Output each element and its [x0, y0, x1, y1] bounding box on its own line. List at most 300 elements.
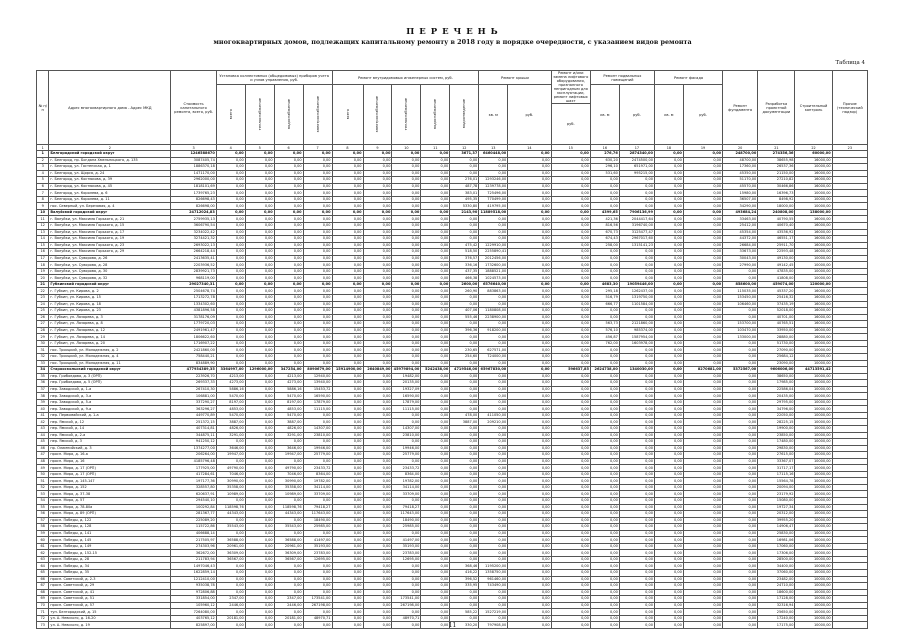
- row-value: 267410,30: [171, 386, 216, 393]
- row-value: 1101584,00: [619, 301, 654, 308]
- row-value: 27210,82: [758, 177, 795, 184]
- row-value: 0,00: [551, 236, 590, 243]
- row-address: пер. Ямской, д. 12: [49, 419, 171, 426]
- row-value: 0,00: [479, 524, 508, 531]
- row-value: 206264,00: [171, 452, 216, 459]
- row-value: 0,00: [216, 275, 245, 282]
- row-value: 0,00: [551, 314, 590, 321]
- row-number: 32: [37, 353, 49, 360]
- row-value: 0,00: [723, 406, 758, 413]
- row-value: 0,00: [245, 229, 274, 236]
- row-value: 41497,00: [303, 537, 332, 544]
- row-value: 0,00: [245, 347, 274, 354]
- row-value: 0,00: [392, 203, 421, 210]
- row-value: 0,00: [590, 530, 619, 537]
- row-value: 33673,00: [723, 249, 758, 256]
- row-value: 16590,00: [392, 393, 421, 400]
- row-value: 7046,00: [274, 471, 303, 478]
- row-value: 0,00: [450, 386, 479, 393]
- row-value: 0,00: [654, 524, 683, 531]
- row-value: 0,00: [654, 334, 683, 341]
- row-value: 0,00: [508, 209, 551, 216]
- row-value: 0,00: [619, 196, 654, 203]
- row-value: 1374277,00: [171, 445, 216, 452]
- column-number: 14: [508, 145, 551, 151]
- row-value: 0,00: [619, 622, 654, 629]
- row-number: 44: [37, 432, 49, 439]
- row-address: просп. Победы, д. 35: [49, 570, 171, 577]
- row-value: 1229910,00: [479, 242, 508, 249]
- row-value: 0,00: [363, 602, 392, 609]
- row-value: 0,00: [363, 583, 392, 590]
- row-value: 0,00: [508, 236, 551, 243]
- row-value: 13940,00: [303, 380, 332, 387]
- row-value: 0,00: [683, 425, 722, 432]
- row-value: 1603978,00: [619, 340, 654, 347]
- row-value: 0,00: [332, 170, 363, 177]
- row-value: 10000,00: [795, 570, 832, 577]
- row-value: 0,00: [590, 314, 619, 321]
- row-value: 25779,00: [392, 452, 421, 459]
- row-value: 0,00: [421, 275, 450, 282]
- row-value: 0,00: [392, 583, 421, 590]
- row-value: 0,00: [508, 439, 551, 446]
- row-value: 0,00: [216, 164, 245, 171]
- row-value: 0,00: [274, 255, 303, 262]
- row-number: 17: [37, 255, 49, 262]
- row-value: 24710,00: [758, 583, 795, 590]
- row-value: 0,00: [590, 491, 619, 498]
- row-value: 0,00: [421, 484, 450, 491]
- row-value: 0,00: [332, 321, 363, 328]
- row-value: 0,00: [332, 393, 363, 400]
- row-value: 0,00: [216, 301, 245, 308]
- row-value: 21150,00: [758, 170, 795, 177]
- row-value: 45350,00: [723, 170, 758, 177]
- row-number: 39: [37, 399, 49, 406]
- row-value: 0,00: [450, 452, 479, 459]
- row-value: 0,00: [590, 373, 619, 380]
- row-value: 0,00: [274, 563, 303, 570]
- row-value: 0,00: [421, 308, 450, 315]
- row-value: 0,00: [654, 177, 683, 184]
- row-value: 48970,71: [392, 615, 421, 622]
- row-value: 0,00: [654, 183, 683, 190]
- row-value: 16000,00: [795, 170, 832, 177]
- row-value: 396,52: [450, 576, 479, 583]
- row-value: 0,00: [654, 236, 683, 243]
- row-value: 0,00: [508, 327, 551, 334]
- row-value: 10000,00: [795, 458, 832, 465]
- row-value: 0,00: [551, 530, 590, 537]
- row-value: 0,00: [619, 615, 654, 622]
- row-value: 596637,85: [551, 367, 590, 374]
- row-value: 0,00: [392, 563, 421, 570]
- row-value: 0,00: [508, 478, 551, 485]
- row-value: 16000,00: [795, 183, 832, 190]
- row-value: 0,00: [303, 157, 332, 164]
- row-value: 368,46: [450, 563, 479, 570]
- row-value: 630,20: [590, 157, 619, 164]
- row-value: 961460,00: [479, 576, 508, 583]
- row-value: 0,00: [245, 157, 274, 164]
- row-value: 0,00: [683, 596, 722, 603]
- column-number: 15: [551, 145, 590, 151]
- row-value: 0,00: [654, 373, 683, 380]
- row-value: 0,00: [363, 308, 392, 315]
- row-value: 1888521,00: [479, 268, 508, 275]
- row-value: 38650,00: [758, 373, 795, 380]
- row-value: 0,00: [274, 262, 303, 269]
- row-value: 0,00: [654, 537, 683, 544]
- row-address: г. Валуйки, ул. Суворова, д. 30: [49, 268, 171, 275]
- row-address: просп. Победы, д. 152-15: [49, 550, 171, 557]
- row-value: 0,00: [332, 556, 363, 563]
- row-value: 0,00: [723, 615, 758, 622]
- row-value: 449770,89: [171, 412, 216, 419]
- row-value: 0,00: [551, 439, 590, 446]
- row-value: 0,00: [723, 576, 758, 583]
- row-value: 0,00: [392, 190, 421, 197]
- row-value: 0,00: [479, 596, 508, 603]
- row-value: 100292,84: [171, 504, 216, 511]
- row-value: 4719546,00: [450, 367, 479, 374]
- col-roof-m2: кв. м: [479, 85, 508, 145]
- row-value: 10000,00: [795, 484, 832, 491]
- row-value: 0,00: [683, 452, 722, 459]
- row-value: 0,00: [303, 334, 332, 341]
- row-address: г. Белгород, ул. Королева, д. 6: [49, 190, 171, 197]
- row-value: 0,00: [245, 465, 274, 472]
- row-value: 0,00: [619, 465, 654, 472]
- row-number: 13: [37, 229, 49, 236]
- row-value: 0,00: [619, 504, 654, 511]
- row-value: 585,22: [450, 609, 479, 616]
- row-value: 0,00: [245, 530, 274, 537]
- row-value: 0,00: [619, 556, 654, 563]
- row-value: 25416,32: [758, 295, 795, 302]
- row-value: 0,00: [654, 530, 683, 537]
- row-value: 22050,00: [758, 412, 795, 419]
- row-value: 25412,00: [723, 223, 758, 230]
- row-value: 0,00: [450, 484, 479, 491]
- row-value: 115722,86: [171, 524, 216, 531]
- row-value: 0,00: [619, 380, 654, 387]
- row-value: 0,00: [479, 439, 508, 446]
- row-value: 0,00: [619, 314, 654, 321]
- row-value: 0,00: [508, 511, 551, 518]
- row-value: 0,00: [654, 216, 683, 223]
- row-value: 0,00: [723, 570, 758, 577]
- row-value: 0,00: [363, 399, 392, 406]
- column-number: 17: [619, 145, 654, 151]
- row-value: 2121860,00: [619, 321, 654, 328]
- row-value: 0,00: [619, 425, 654, 432]
- row-value: 49130,00: [758, 255, 795, 262]
- row-value: 0,00: [619, 478, 654, 485]
- row-value: 0,00: [421, 497, 450, 504]
- row-value: 495,35: [450, 196, 479, 203]
- row-value: 25830,00: [758, 530, 795, 537]
- row-value: 0,00: [619, 570, 654, 577]
- row-value: 0,00: [619, 393, 654, 400]
- row-address: пер. Заводской, д. 5-а: [49, 399, 171, 406]
- row-value: 487,78: [450, 183, 479, 190]
- row-value: 17985,00: [758, 380, 795, 387]
- row-value: 0,00: [216, 314, 245, 321]
- row-value: 0,00: [654, 151, 683, 158]
- row-value: 0,00: [245, 268, 274, 275]
- row-value: 0,00: [619, 308, 654, 315]
- row-address: г. Валуйки, ул. Суворова, д. 32: [49, 275, 171, 282]
- row-value: 0,00: [421, 406, 450, 413]
- row-value: 0,00: [619, 511, 654, 518]
- row-value: 0,00: [245, 373, 274, 380]
- row-value: 0,00: [479, 170, 508, 177]
- row-value: 0,00: [551, 295, 590, 302]
- row-number: 29: [37, 334, 49, 341]
- row-value: 14307,00: [303, 425, 332, 432]
- row-value: 0,00: [216, 262, 245, 269]
- row-value: 1180808,00: [479, 308, 508, 315]
- row-value: 0,00: [683, 465, 722, 472]
- row-value: 0,00: [303, 497, 332, 504]
- row-value: 0,00: [619, 530, 654, 537]
- row-value: 0,00: [421, 281, 450, 288]
- row-value: 0,00: [683, 439, 722, 446]
- row-value: 0,00: [683, 406, 722, 413]
- col-group-roof: Ремонт крыши: [479, 71, 551, 85]
- row-value: 0,00: [245, 393, 274, 400]
- row-value: 0,00: [421, 576, 450, 583]
- row-address: просп. Победы, д. 122: [49, 517, 171, 524]
- row-value: 0,00: [450, 216, 479, 223]
- row-value: 0,00: [508, 301, 551, 308]
- row-value: 18600,00: [758, 589, 795, 596]
- row-value: 0,00: [245, 609, 274, 616]
- row-value: 0,00: [654, 576, 683, 583]
- row-value: 39955,20: [758, 517, 795, 524]
- row-value: 0,00: [508, 295, 551, 302]
- row-value: 417284,61: [171, 471, 216, 478]
- row-value: 0,00: [590, 275, 619, 282]
- row-value: 0,00: [363, 570, 392, 577]
- column-number: 20: [723, 145, 758, 151]
- row-value: 44343,00: [216, 511, 245, 518]
- row-value: 0,00: [274, 589, 303, 596]
- row-value: 10000,00: [795, 517, 832, 524]
- row-value: 0,00: [421, 393, 450, 400]
- row-value: 0,00: [683, 281, 722, 288]
- row-value: 0,00: [392, 340, 421, 347]
- row-value: 30043,00: [723, 255, 758, 262]
- row-value: 15980,00: [723, 190, 758, 197]
- row-value: 0,00: [363, 439, 392, 446]
- row-value: 260,90: [450, 288, 479, 295]
- row-value: 0,00: [683, 203, 722, 210]
- row-value: 0,00: [683, 602, 722, 609]
- row-value: 0,00: [363, 196, 392, 203]
- row-value: 0,00: [551, 321, 590, 328]
- row-value: 0,00: [508, 609, 551, 616]
- row-value: 0,00: [303, 321, 332, 328]
- row-value: 0,00: [245, 380, 274, 387]
- repair-list-table: [36, 70, 868, 629]
- row-value: 0,00: [508, 196, 551, 203]
- row-value: 0,00: [363, 164, 392, 171]
- row-value: 0,00: [245, 576, 274, 583]
- row-value: 32316,94: [758, 602, 795, 609]
- row-value: 0,00: [392, 419, 421, 426]
- row-value: 30990,00: [216, 478, 245, 485]
- row-value: 3646,00: [216, 445, 245, 452]
- column-number: 7: [303, 145, 332, 151]
- row-value: 0,00: [245, 570, 274, 577]
- row-value: 10000,00: [795, 530, 832, 537]
- row-value: 0,00: [479, 530, 508, 537]
- row-number: 72: [37, 615, 49, 622]
- row-value: 0,00: [723, 537, 758, 544]
- row-value: 2504678,74: [171, 288, 216, 295]
- row-value: 344875,11: [171, 432, 216, 439]
- row-number: 10: [37, 209, 49, 216]
- row-value: 0,00: [551, 249, 590, 256]
- row-value: 0,00: [303, 570, 332, 577]
- row-value: 459074,00: [758, 281, 795, 288]
- row-value: 29027340,31: [171, 281, 216, 288]
- row-value: 0,00: [245, 412, 274, 419]
- row-value: 0,00: [654, 622, 683, 629]
- row-value: 0,00: [683, 543, 722, 550]
- column-number: 3: [171, 145, 216, 151]
- row-value: 0,00: [421, 465, 450, 472]
- row-value: 118598,76: [216, 504, 245, 511]
- row-value: 2413635,41: [171, 255, 216, 262]
- row-value: 0,00: [683, 314, 722, 321]
- col-group-facade: Ремонт фасада: [654, 71, 722, 85]
- row-value: 0,00: [619, 360, 654, 367]
- row-value: 37435,19: [758, 301, 795, 308]
- row-value: 456,87: [590, 334, 619, 341]
- row-value: 0,00: [723, 347, 758, 354]
- row-value: 0,00: [508, 406, 551, 413]
- col-facade-m2: кв. м: [654, 85, 683, 145]
- row-value: 0,00: [274, 249, 303, 256]
- row-value: 19727,34: [758, 504, 795, 511]
- row-value: 0,00: [216, 347, 245, 354]
- row-value: 10000,00: [795, 203, 832, 210]
- row-value: 0,00: [723, 399, 758, 406]
- row-value: 36309,00: [274, 550, 303, 557]
- row-value: 0,00: [683, 334, 722, 341]
- row-value: 2474500,00: [619, 157, 654, 164]
- row-value: 0,00: [245, 236, 274, 243]
- row-value: 0,00: [216, 576, 245, 583]
- row-value: 0,00: [508, 360, 551, 367]
- col-net-water: водоснабжение: [421, 85, 450, 145]
- row-value: 0,00: [245, 563, 274, 570]
- row-value: 0,00: [654, 209, 683, 216]
- col-net-heat: теплоснабжение: [392, 85, 421, 145]
- row-value: 0,00: [551, 576, 590, 583]
- row-value: 0,00: [421, 622, 450, 629]
- row-value: 0,00: [450, 170, 479, 177]
- row-value: 0,00: [363, 537, 392, 544]
- row-number: 6: [37, 183, 49, 190]
- row-value: 0,00: [551, 497, 590, 504]
- row-value: 0,00: [303, 268, 332, 275]
- row-value: 376,57: [450, 255, 479, 262]
- row-value: 0,00: [245, 471, 274, 478]
- row-value: 2693022,13: [171, 242, 216, 249]
- row-value: 10000,00: [795, 373, 832, 380]
- row-value: 17480,00: [758, 439, 795, 446]
- row-value: 3887,00: [216, 419, 245, 426]
- row-value: 23433,72: [303, 465, 332, 472]
- row-value: 0,00: [303, 164, 332, 171]
- row-value: 0,00: [392, 177, 421, 184]
- row-value: 0,00: [216, 268, 245, 275]
- row-value: 0,00: [551, 458, 590, 465]
- row-number: 66: [37, 576, 49, 583]
- col-net-drain: водоотведение: [450, 85, 479, 145]
- row-value: 16000,00: [795, 327, 832, 334]
- row-value: 0,00: [654, 157, 683, 164]
- row-value: 0,00: [683, 249, 722, 256]
- row-value: 0,00: [274, 268, 303, 275]
- row-value: 0,00: [654, 596, 683, 603]
- row-value: 651971,00: [619, 164, 654, 171]
- row-value: 0,00: [332, 190, 363, 197]
- row-value: 0,00: [551, 556, 590, 563]
- row-value: 0,00: [421, 537, 450, 544]
- row-number: 60: [37, 537, 49, 544]
- row-value: 0,00: [274, 275, 303, 282]
- row-address: г. Губкин, ул. Лазарева, д. 14: [49, 334, 171, 341]
- col-control: Строительный контроль: [795, 71, 832, 145]
- row-value: 115035,00: [723, 288, 758, 295]
- row-value: 0,00: [723, 439, 758, 446]
- column-number: 4: [216, 145, 245, 151]
- row-value: 23783,00: [392, 550, 421, 557]
- row-value: 0,00: [590, 465, 619, 472]
- row-value: 972806,88: [171, 589, 216, 596]
- row-value: 22586,04: [758, 386, 795, 393]
- row-value: 2347,00: [274, 596, 303, 603]
- row-value: 0,00: [551, 209, 590, 216]
- row-value: 3125477,47: [619, 229, 654, 236]
- row-value: 0,00: [392, 576, 421, 583]
- row-value: 0,00: [619, 517, 654, 524]
- row-value: 0,00: [363, 373, 392, 380]
- row-value: 10000,00: [795, 196, 832, 203]
- row-value: 0,00: [479, 425, 508, 432]
- row-value: 16000,00: [795, 229, 832, 236]
- row-value: 0,00: [683, 255, 722, 262]
- row-value: 0,00: [392, 255, 421, 262]
- row-value: 49790,00: [274, 465, 303, 472]
- row-value: 0,00: [551, 301, 590, 308]
- row-value: 0,00: [619, 484, 654, 491]
- row-value: 258,00: [590, 242, 619, 249]
- row-value: 0,00: [619, 386, 654, 393]
- row-value: 0,00: [683, 386, 722, 393]
- row-value: 0,00: [332, 484, 363, 491]
- row-value: 0,00: [392, 321, 421, 328]
- row-value: 0,00: [245, 524, 274, 531]
- row-value: 0,00: [245, 504, 274, 511]
- column-number: 12: [450, 145, 479, 151]
